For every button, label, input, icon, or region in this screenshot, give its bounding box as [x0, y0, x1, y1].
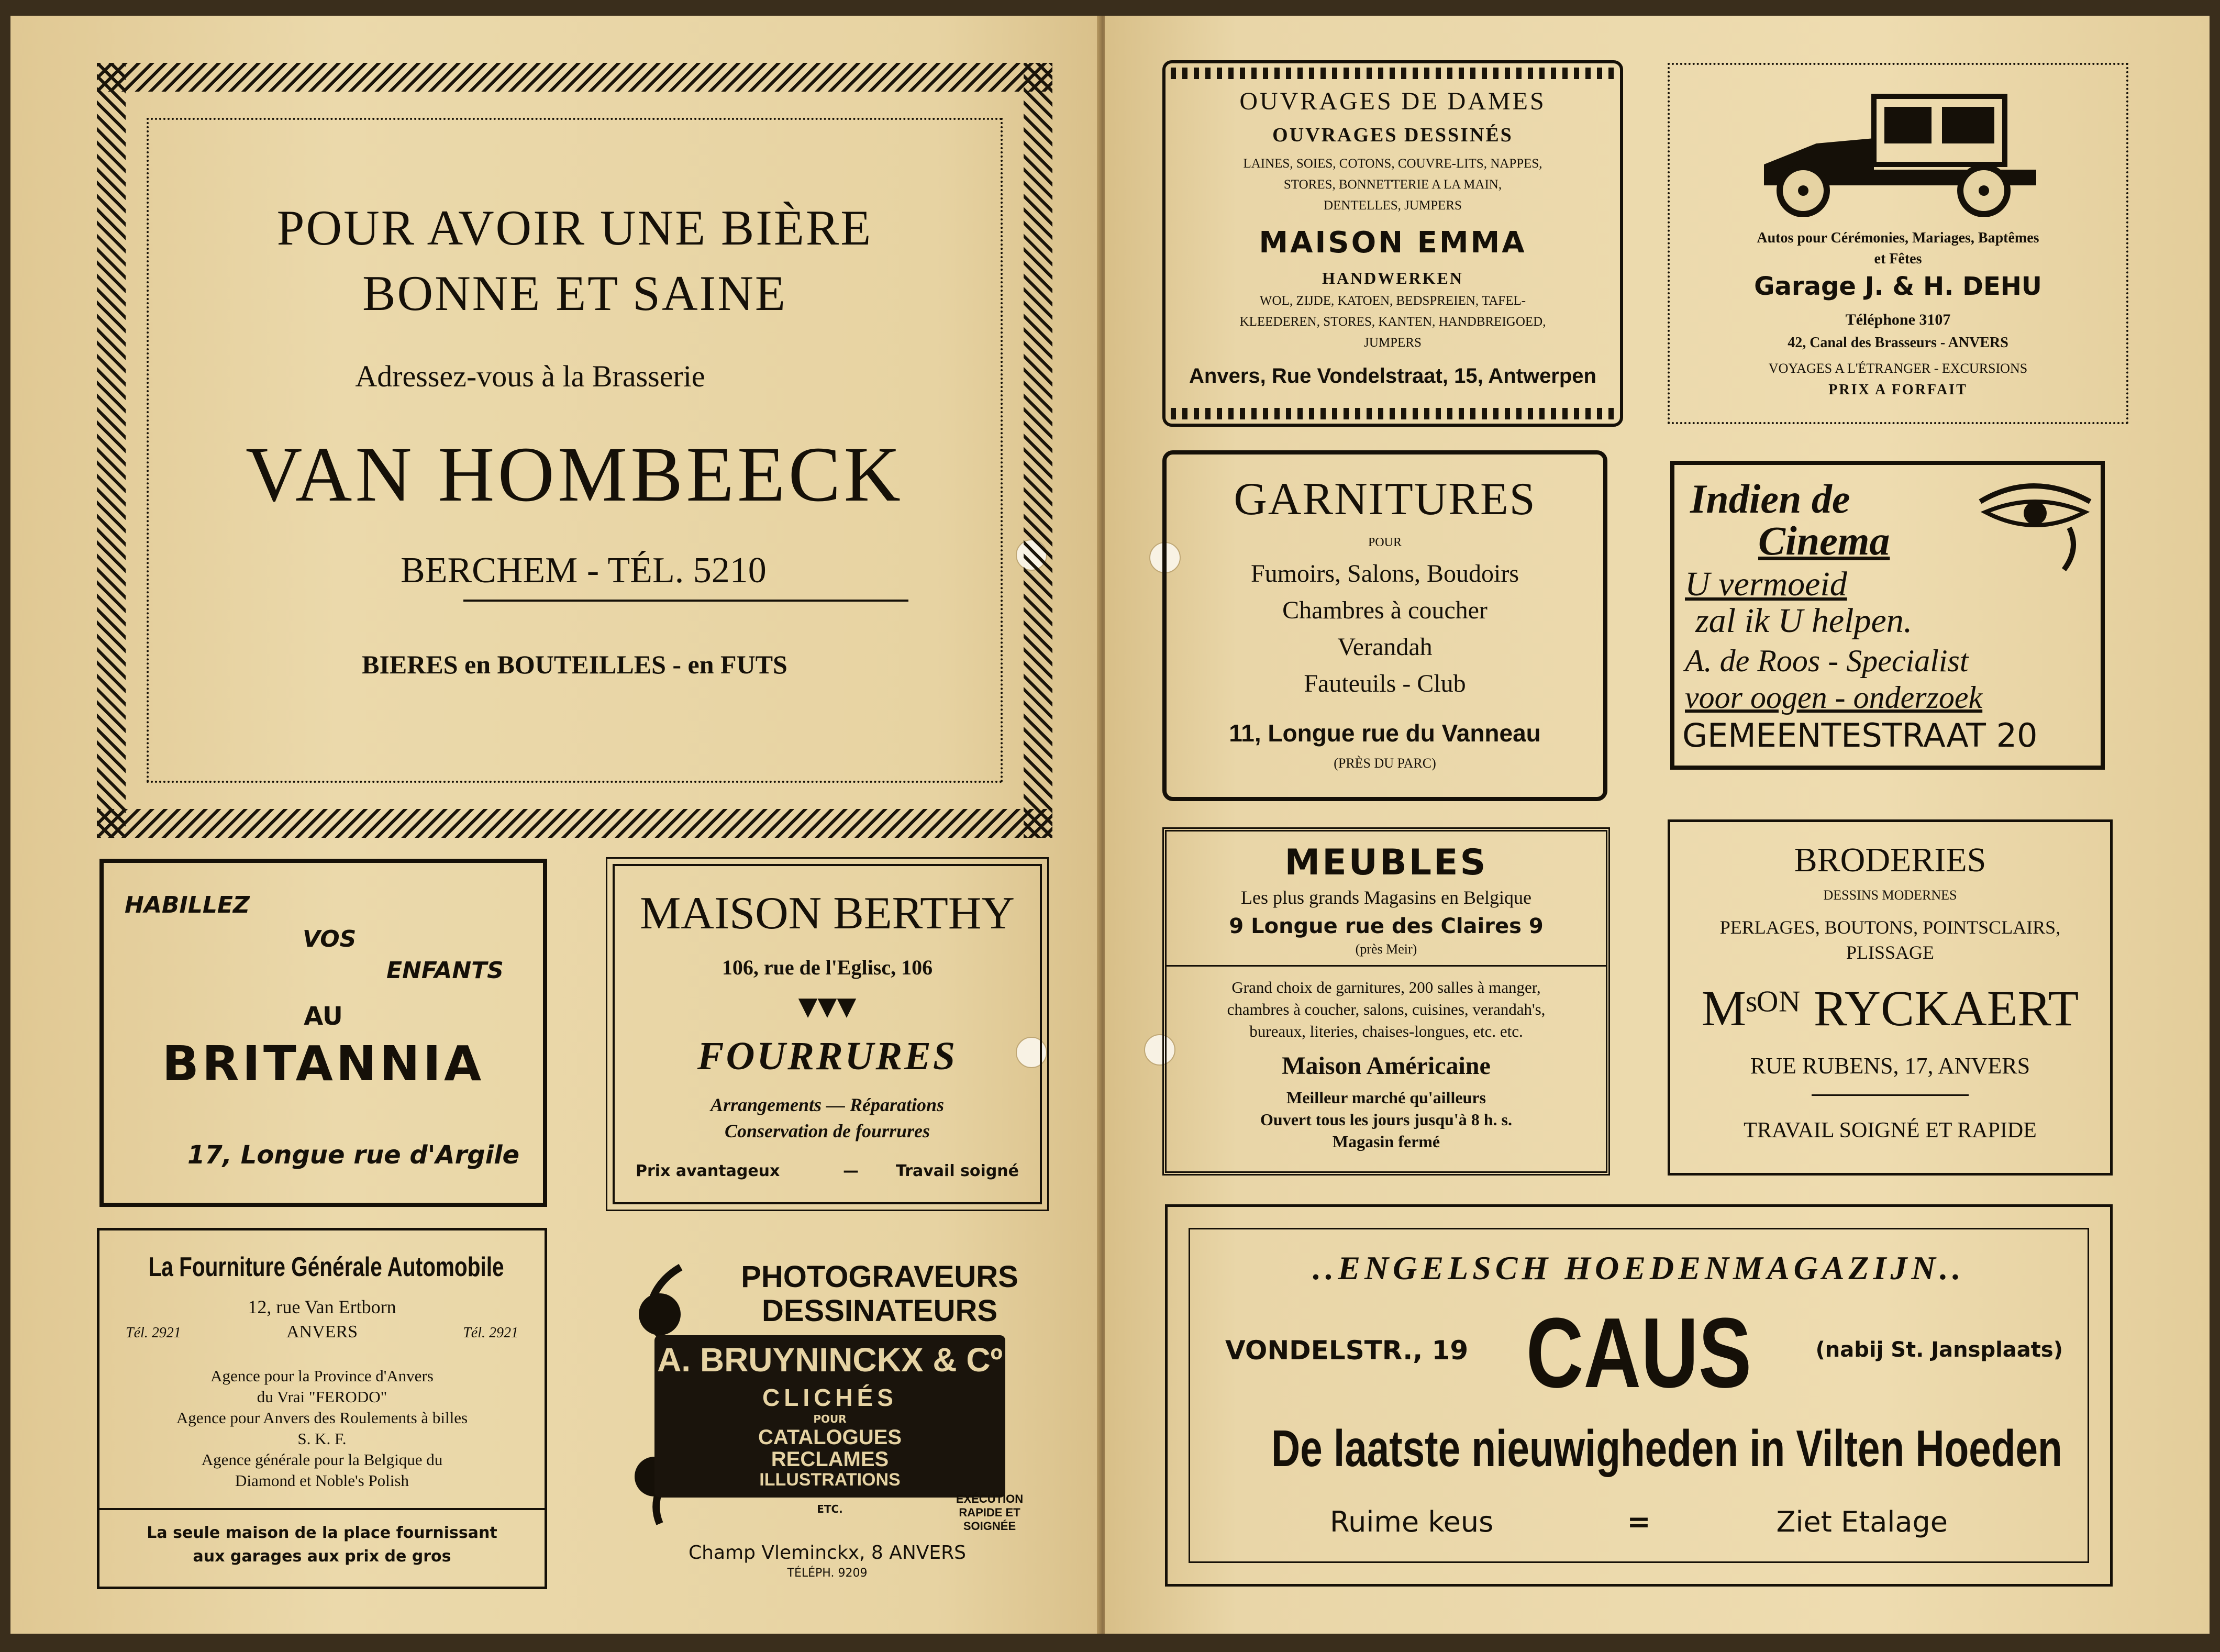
broderies-name: Mˢᴼᴺ RYCKAERT — [1701, 980, 2079, 1036]
bruyninckx-item2: RECLAMES — [771, 1448, 889, 1471]
garnitures-l1: Fumoirs, Salons, Boudoirs — [1250, 560, 1519, 587]
ornamental-border-bottom — [97, 809, 1052, 838]
berthy-services2: Conservation de fourrures — [724, 1121, 930, 1141]
britannia-l4: AU — [304, 1002, 343, 1031]
berthy-foot-left: Prix avantageux — [636, 1162, 780, 1180]
fourniture-city: ANVERS — [286, 1322, 358, 1341]
meubles-divider — [1167, 965, 1606, 967]
brasserie-underline — [463, 600, 908, 602]
broderies-title: BRODERIES — [1794, 841, 1986, 879]
caus-name: CAUS — [1526, 1298, 1752, 1409]
meubles-title: MEUBLES — [1284, 842, 1488, 883]
bruyninckx-exec2: RAPIDE ET — [959, 1506, 1020, 1519]
brasserie-line2: BONNE ET SAINE — [362, 265, 787, 321]
garage-t1: Autos pour Cérémonies, Mariages, Baptêmes — [1757, 230, 2039, 246]
meubles-name: Maison Américaine — [1282, 1052, 1491, 1080]
deroos-l3: U vermoeid — [1685, 565, 1847, 603]
emma-sub: HANDWERKEN — [1322, 269, 1463, 287]
bruyninckx-head2: DESSINATEURS — [761, 1294, 998, 1328]
meubles-sub: Les plus grands Magasins en Belgique — [1241, 887, 1531, 908]
meubles-t3: bureaux, literies, chaises-longues, etc. etc. — [1249, 1022, 1523, 1040]
garnitures-near: (PRÈS DU PARC) — [1334, 756, 1436, 771]
bruyninckx-cliches: CLICHÉS — [762, 1384, 897, 1411]
ad-garnitures — [1162, 450, 1607, 801]
emma-t5: KLEEDEREN, STORES, KANTEN, HANDBREIGOED, — [1239, 315, 1546, 329]
fourniture-address: 12, rue Van Ertborn — [248, 1296, 396, 1317]
brasserie-line3: Adressez-vous à la Brasserie — [355, 359, 705, 393]
fourniture-agence4: S. K. F. — [297, 1429, 347, 1448]
fourniture-divider — [99, 1508, 545, 1510]
garage-name: Garage J. & H. DEHU — [1754, 272, 2042, 301]
fourniture-tel-left: Tél. 2921 — [126, 1325, 181, 1341]
caus-left: VONDELSTR., 19 — [1225, 1335, 1469, 1366]
fourniture-agence5: Agence générale pour la Belgique du — [201, 1450, 443, 1469]
meubles-t1: Grand choix de garnitures, 200 salles à manger, — [1231, 978, 1541, 996]
bruyninckx-item1: CATALOGUES — [758, 1426, 902, 1449]
garnitures-l4: Fauteuils - Club — [1304, 670, 1466, 697]
ad-bruyninckx — [623, 1246, 1031, 1592]
brasserie-city: BERCHEM - TÉL. 5210 — [401, 550, 767, 591]
broderies-ornament — [1812, 1094, 1969, 1096]
ad-garage — [1668, 63, 2128, 424]
berthy-foot-mid: — — [843, 1162, 859, 1180]
emma-address: Anvers, Rue Vondelstraat, 15, Antwerpen — [1189, 364, 1596, 387]
ad-emma — [1162, 60, 1623, 427]
deroos-l7: GEMEENTESTRAAT 20 — [1682, 716, 2038, 755]
garage-address: 42, Canal des Brasseurs - ANVERS — [1788, 335, 2008, 351]
caus-right: (nabij St. Jansplaats) — [1815, 1338, 2063, 1362]
broderies-address: RUE RUBENS, 17, ANVERS — [1750, 1053, 2030, 1079]
broderies-sub: DESSINS MODERNES — [1823, 888, 1957, 903]
ornamental-border-top — [97, 63, 1052, 92]
bruyninckx-exec1: EXÉCUTION — [956, 1492, 1024, 1505]
britannia-l1: HABILLEZ — [125, 892, 250, 918]
garnitures-title: GARNITURES — [1234, 474, 1536, 525]
garnitures-l2: Chambres à coucher — [1282, 596, 1488, 624]
fourniture-tel-right: Tél. 2921 — [463, 1325, 518, 1341]
ad-fourniture — [97, 1228, 547, 1589]
meubles-f2: Ouvert tous les jours jusqu'à 8 h. s. — [1260, 1110, 1512, 1129]
broderies-l1: PERLAGES, BOUTONS, POINTSCLAIRS, — [1719, 917, 2061, 938]
emma-h1: OUVRAGES DE DAMES — [1239, 87, 1546, 115]
car-illustration-icon — [1753, 86, 2047, 217]
meubles-f3: Magasin fermé — [1332, 1132, 1440, 1151]
garnitures-address: 11, Longue rue du Vanneau — [1229, 719, 1541, 747]
caus-f-right: Ziet Etalage — [1776, 1505, 1948, 1538]
emma-t4: WOL, ZIJDE, KATOEN, BEDSPREIEN, TAFEL- — [1259, 294, 1526, 308]
deroos-l6: voor oogen - onderzoek — [1685, 680, 1983, 715]
bruyninckx-pour: POUR — [813, 1413, 847, 1425]
brasserie-name: VAN HOMBEECK — [246, 431, 904, 518]
berthy-services1: Arrangements — Réparations — [710, 1094, 945, 1115]
greek-key-border-bottom — [1171, 408, 1615, 419]
emma-name: MAISON EMMA — [1259, 226, 1527, 260]
garnitures-pour: POUR — [1368, 536, 1402, 549]
brasserie-line1: POUR AVOIR UNE BIÈRE — [276, 200, 873, 256]
fourniture-agence1: Agence pour la Province d'Anvers — [210, 1367, 434, 1385]
berthy-address: 106, rue de l'Eglisc, 106 — [722, 956, 933, 979]
fourniture-agence2: du Vrai "FERODO" — [257, 1388, 387, 1406]
emma-t3: DENTELLES, JUMPERS — [1324, 198, 1462, 213]
ad-meubles — [1162, 827, 1610, 1176]
fourniture-name: La Fourniture Générale Automobile — [148, 1252, 504, 1282]
garage-t4: PRIX A FORFAIT — [1828, 382, 1968, 398]
caus-line: De laatste nieuwigheden in Vilten Hoeden — [1271, 1420, 2062, 1477]
fourniture-agence6: Diamond et Noble's Polish — [235, 1471, 409, 1490]
ad-broderies — [1668, 819, 2113, 1176]
emma-h2: OUVRAGES DESSINÉS — [1272, 124, 1513, 146]
bruyninckx-etc: ETC. — [817, 1503, 843, 1515]
meubles-t2: chambres à coucher, salons, cuisines, verandah's, — [1227, 1000, 1546, 1018]
greek-key-border-top — [1171, 68, 1615, 79]
berthy-name: MAISON BERTHY — [640, 888, 1015, 939]
ad-britannia — [99, 859, 547, 1207]
ad-deroos — [1670, 461, 2105, 770]
ad-caus — [1165, 1204, 2113, 1587]
bruyninckx-head1: PHOTOGRAVEURS — [741, 1260, 1018, 1294]
meubles-address: 9 Longue rue des Claires 9 — [1229, 914, 1544, 938]
garage-tel: Téléphone 3107 — [1845, 311, 1951, 328]
emma-t1: LAINES, SOIES, COTONS, COUVRE-LITS, NAPPES, — [1243, 157, 1542, 171]
bruyninckx-item3: ILLUSTRATIONS — [759, 1470, 901, 1490]
deroos-l1: Indien de — [1690, 476, 1850, 522]
deroos-l2: Cinema — [1758, 518, 1890, 563]
caus-f-mid: = — [1627, 1505, 1651, 1538]
fourniture-agence3: Agence pour Anvers des Roulements à billes — [176, 1409, 468, 1427]
broderies-l2: PLISSAGE — [1846, 942, 1935, 963]
bruyninckx-address: Champ Vleminckx, 8 ANVERS — [688, 1542, 966, 1564]
emma-t6: JUMPERS — [1364, 336, 1422, 350]
caus-f-left: Ruime keus — [1330, 1505, 1494, 1538]
emma-t2: STORES, BONNETTERIE A LA MAIN, — [1283, 178, 1502, 192]
garnitures-l3: Verandah — [1337, 633, 1433, 661]
meubles-f1: Meilleur marché qu'ailleurs — [1286, 1088, 1486, 1107]
bruyninckx-tel: TÉLÉPH. 9209 — [787, 1567, 868, 1580]
britannia-name: BRITANNIA — [162, 1036, 485, 1092]
britannia-address: 17, Longue rue d'Argile — [187, 1140, 520, 1170]
britannia-l3: ENFANTS — [386, 957, 504, 984]
garage-t3: VOYAGES A L'ÉTRANGER - EXCURSIONS — [1768, 361, 2028, 376]
brasserie-products: BIERES en BOUTEILLES - en FUTS — [362, 650, 787, 679]
deroos-l5: A. de Roos - Specialist — [1685, 644, 1969, 678]
ad-berthy — [613, 864, 1042, 1204]
deroos-l4: zal ik U helpen. — [1695, 602, 1913, 640]
fourniture-foot1: La seule maison de la place fournissant — [147, 1524, 497, 1542]
britannia-l2: VOS — [303, 926, 357, 952]
bruyninckx-name: A. BRUYNINCKX & Cº — [657, 1341, 1003, 1379]
bruyninckx-exec3: SOIGNÉE — [963, 1520, 1016, 1533]
triangle-symbol-icon: ▼▼▼ — [798, 992, 857, 1021]
broderies-foot: TRAVAIL SOIGNÉ ET RAPIDE — [1744, 1118, 2037, 1143]
berthy-product: FOURRURES — [697, 1034, 958, 1078]
ad-brasserie — [97, 63, 1052, 838]
fourniture-foot2: aux garages aux prix de gros — [193, 1547, 451, 1566]
garage-t2: et Fêtes — [1874, 251, 1922, 267]
meubles-near: (près Meir) — [1355, 941, 1417, 957]
berthy-foot-right: Travail soigné — [896, 1162, 1019, 1180]
caus-head: ..ENGELSCH HOEDENMAGAZIJN.. — [1313, 1249, 1965, 1287]
